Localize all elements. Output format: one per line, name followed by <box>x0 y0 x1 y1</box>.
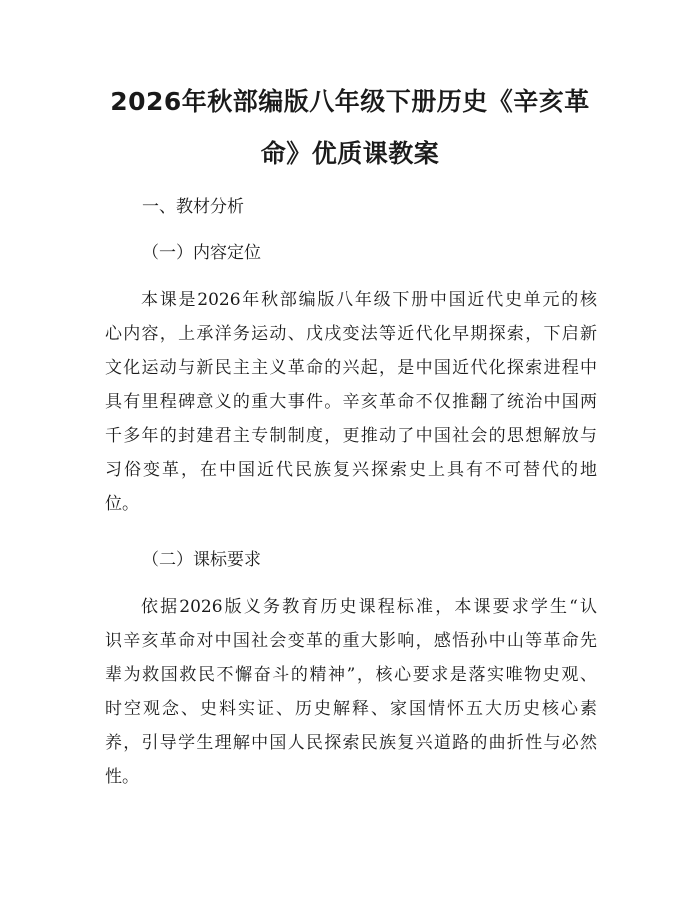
paragraph-line: 具有里程碑意义的重大事件。辛亥革命不仅推翻了统治中国两 <box>105 392 597 412</box>
paragraph-line: 养，引导学生理解中国人民探索民族复兴道路的曲折性与必然 <box>105 733 597 753</box>
paragraph-line: 心内容，上承洋务运动、戊戌变法等近代化早期探索，下启新 <box>105 324 597 344</box>
paragraph-line: 性。 <box>105 767 139 787</box>
paragraph-line: 千多年的封建君主专制制度，更推动了中国社会的思想解放与 <box>105 426 597 446</box>
paragraph-line: 本课是2026年秋部编版八年级下册中国近代史单元的核 <box>141 290 597 310</box>
section-heading-textbook-analysis: 一、教材分析 <box>142 197 244 217</box>
paragraph-line: 识辛亥革命对中国社会变革的重大影响，感悟孙中山等革命先 <box>105 631 597 651</box>
paragraph-content-positioning <box>105 283 597 521</box>
subsection-heading-content-positioning: （一）内容定位 <box>142 243 261 263</box>
paragraph-line: 依据2026版义务教育历史课程标准，本课要求学生“认 <box>141 597 597 617</box>
document-title-line-1: 2026年秋部编版八年级下册历史《辛亥革 <box>110 87 590 116</box>
paragraph-line: 文化运动与新民主主义革命的兴起，是中国近代化探索进程中 <box>105 358 597 378</box>
document-title-line-2: 命》优质课教案 <box>260 139 440 168</box>
subsection-heading-curriculum-requirements: （二）课标要求 <box>142 550 261 570</box>
paragraph-line: 位。 <box>105 494 139 514</box>
paragraph-curriculum-requirements <box>105 590 597 794</box>
paragraph-line: 时空观念、史料实证、历史解释、家国情怀五大历史核心素 <box>105 699 597 719</box>
paragraph-line: 辈为救国救民不懈奋斗的精神”，核心要求是落实唯物史观、 <box>105 665 597 685</box>
paragraph-line: 习俗变革，在中国近代民族复兴探索史上具有不可替代的地 <box>105 460 597 480</box>
